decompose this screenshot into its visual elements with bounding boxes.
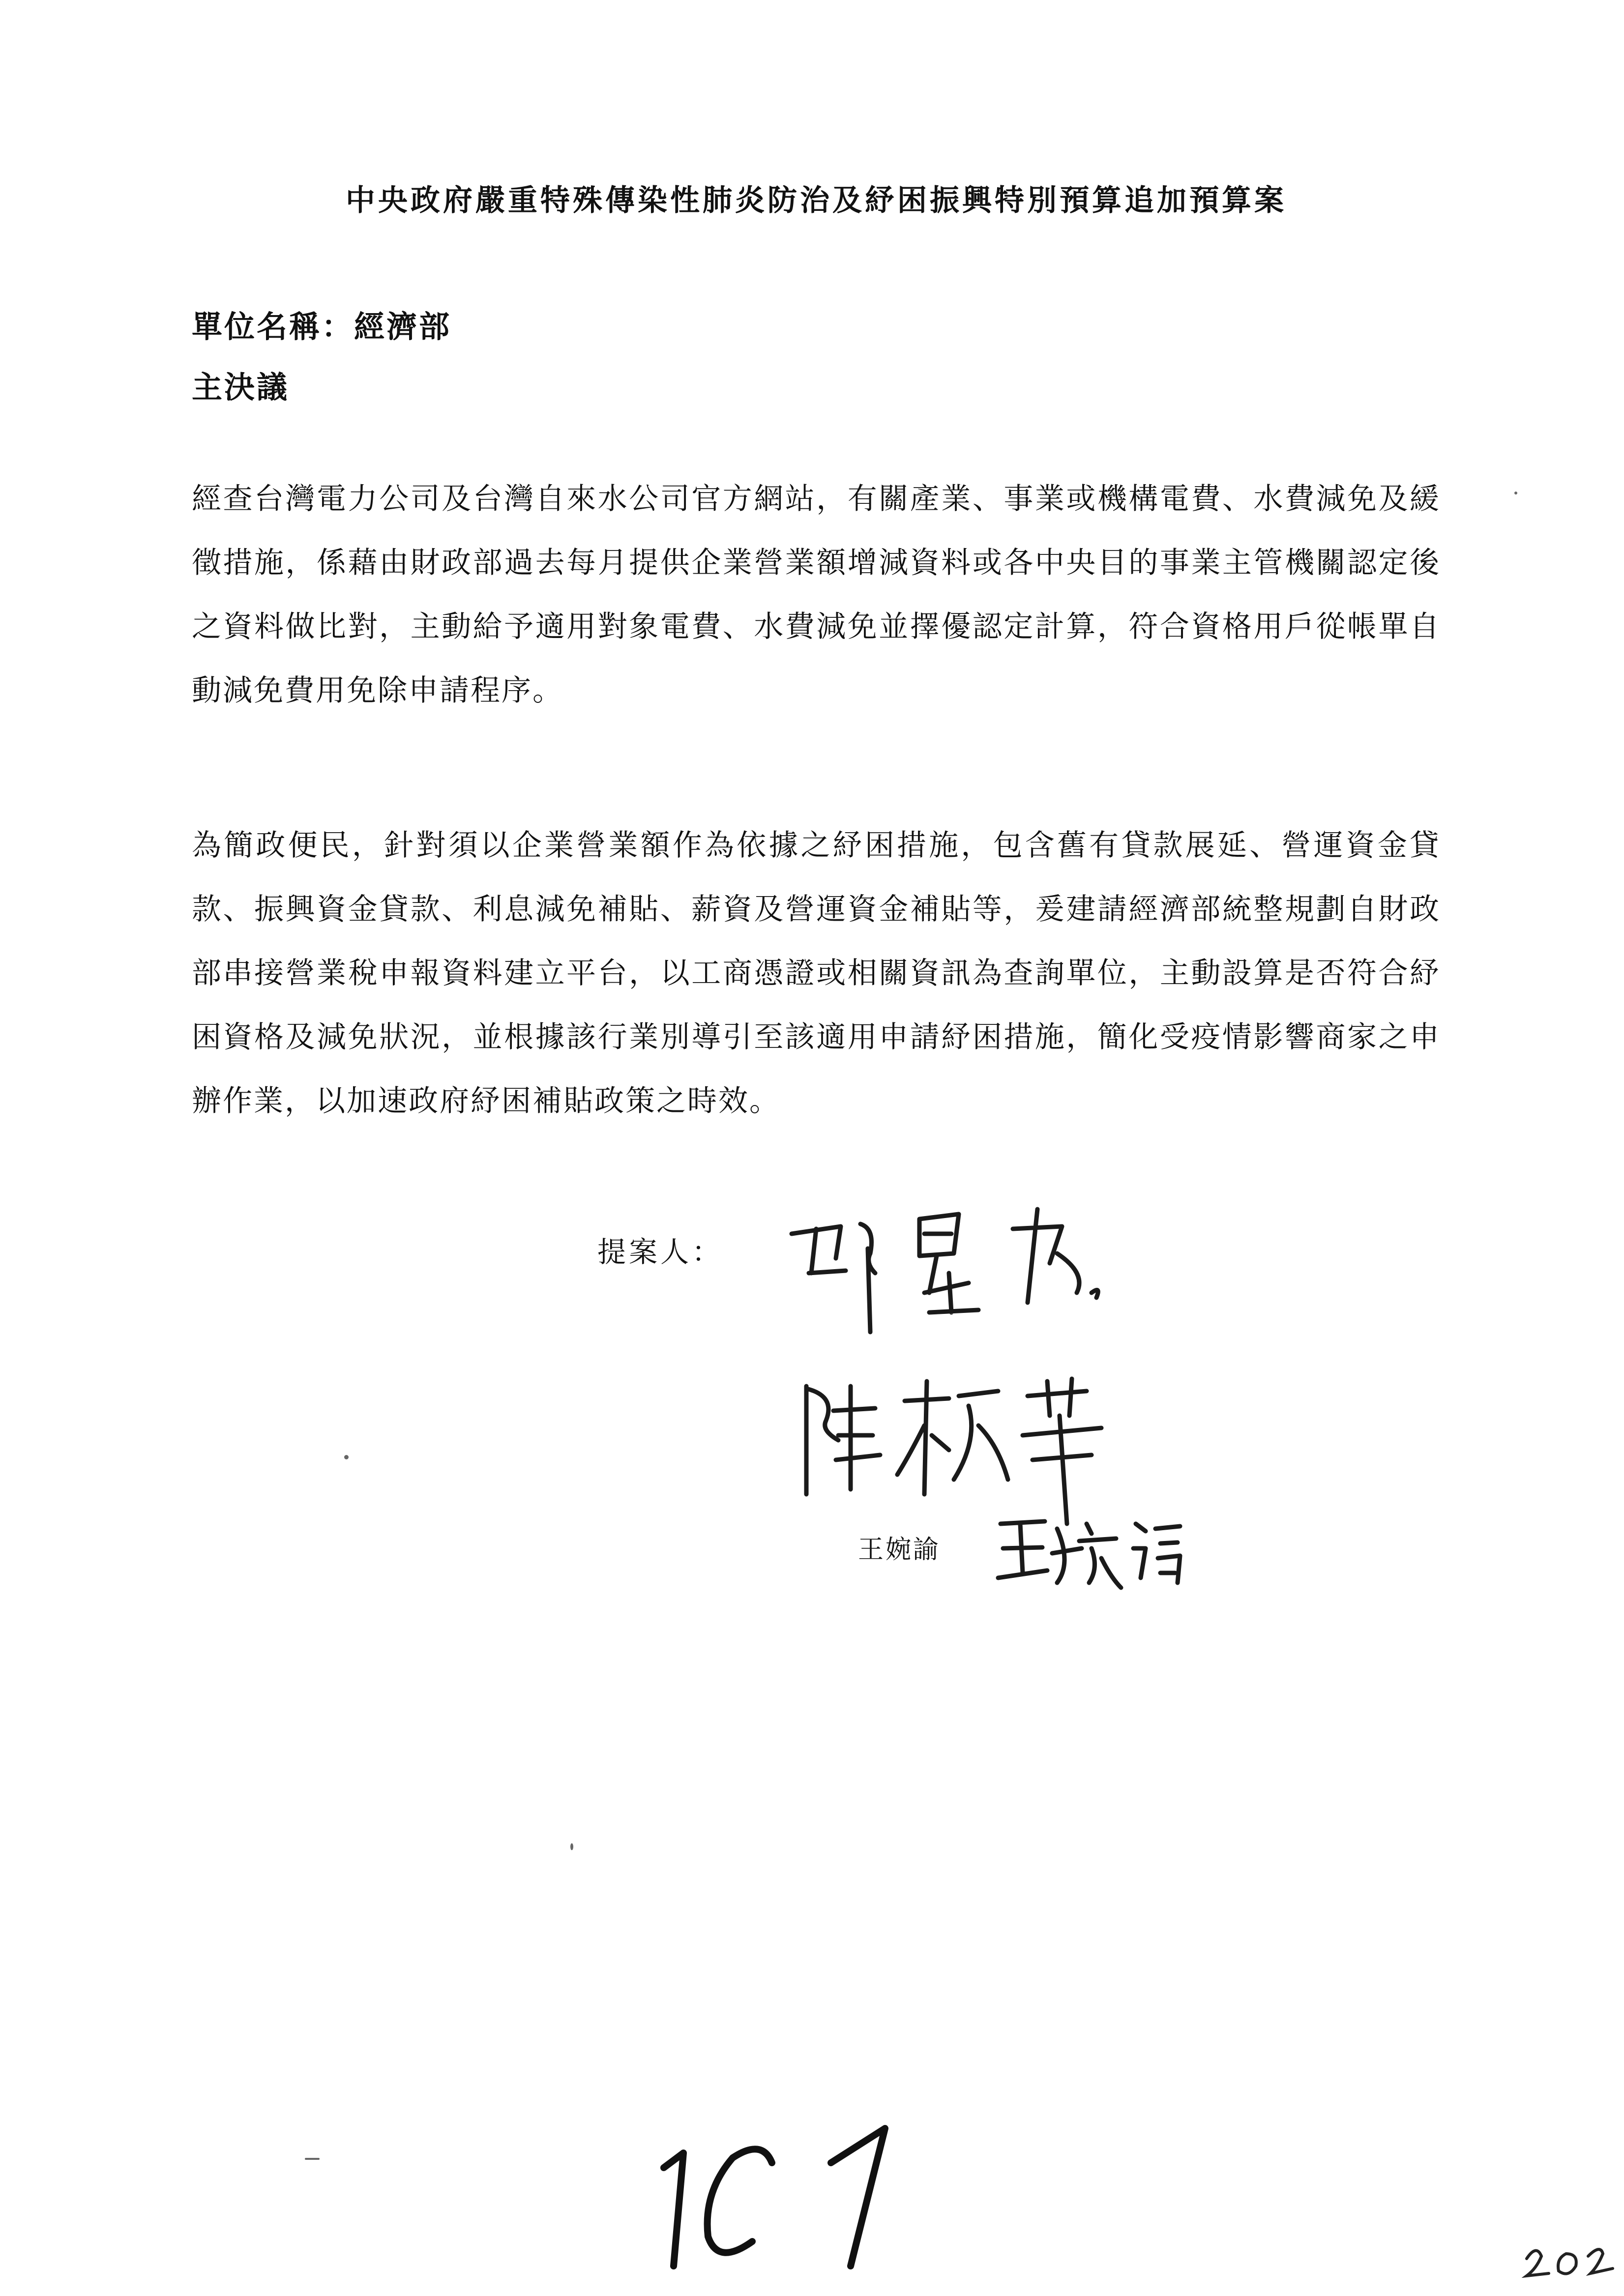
handwritten-page-number	[654, 2119, 929, 2276]
page-title: 中央政府嚴重特殊傳染性肺炎防治及紓困振興特別預算追加預算案	[346, 183, 1287, 218]
corner-page-number	[1522, 2239, 1620, 2283]
body-paragraph-2: 為簡政便民，針對須以企業營業額作為依據之紓困措施，包含舊有貸款展延、營運資金貸款、振興資金貸款、利息減免補貼、薪資及營運資金補貼等，爰建請經濟部統整規劃自財政部串接營業稅申報資料建立平台，以工商憑證或相關資訊為查詢單位，主動設算是否符合紓困資格及減免狀況，並根據該行業別導引至該適用申請紓困措施，簡化受疫情影響商家之申辦作業，以加速政府紓困補貼政策之時效。	[192, 828, 1441, 1118]
handwritten-signature-1	[782, 1199, 1136, 1371]
scan-speck	[1514, 492, 1517, 494]
unit-name-line: 單位名稱：經濟部	[192, 309, 452, 345]
typed-proposer-name: 王婉諭	[858, 1535, 941, 1565]
scan-speck	[570, 1843, 573, 1850]
decision-heading: 主決議	[192, 369, 290, 405]
scan-speck	[344, 1455, 349, 1459]
proposer-label: 提案人：	[597, 1235, 724, 1269]
body-paragraph-1: 經查台灣電力公司及台灣自來水公司官方網站，有關產業、事業或機構電費、水費減免及緩徵措施，係藉由財政部過去每月提供企業營業額增減資料或各中央目的事業主管機關認定後之資料做比對，主動給予適用對象電費、水費減免並擇優認定計算，符合資格用戶從帳單自動減免費用免除申請程序。	[192, 482, 1441, 708]
handwritten-signature-3	[993, 1504, 1190, 1602]
scan-speck	[305, 2158, 320, 2160]
